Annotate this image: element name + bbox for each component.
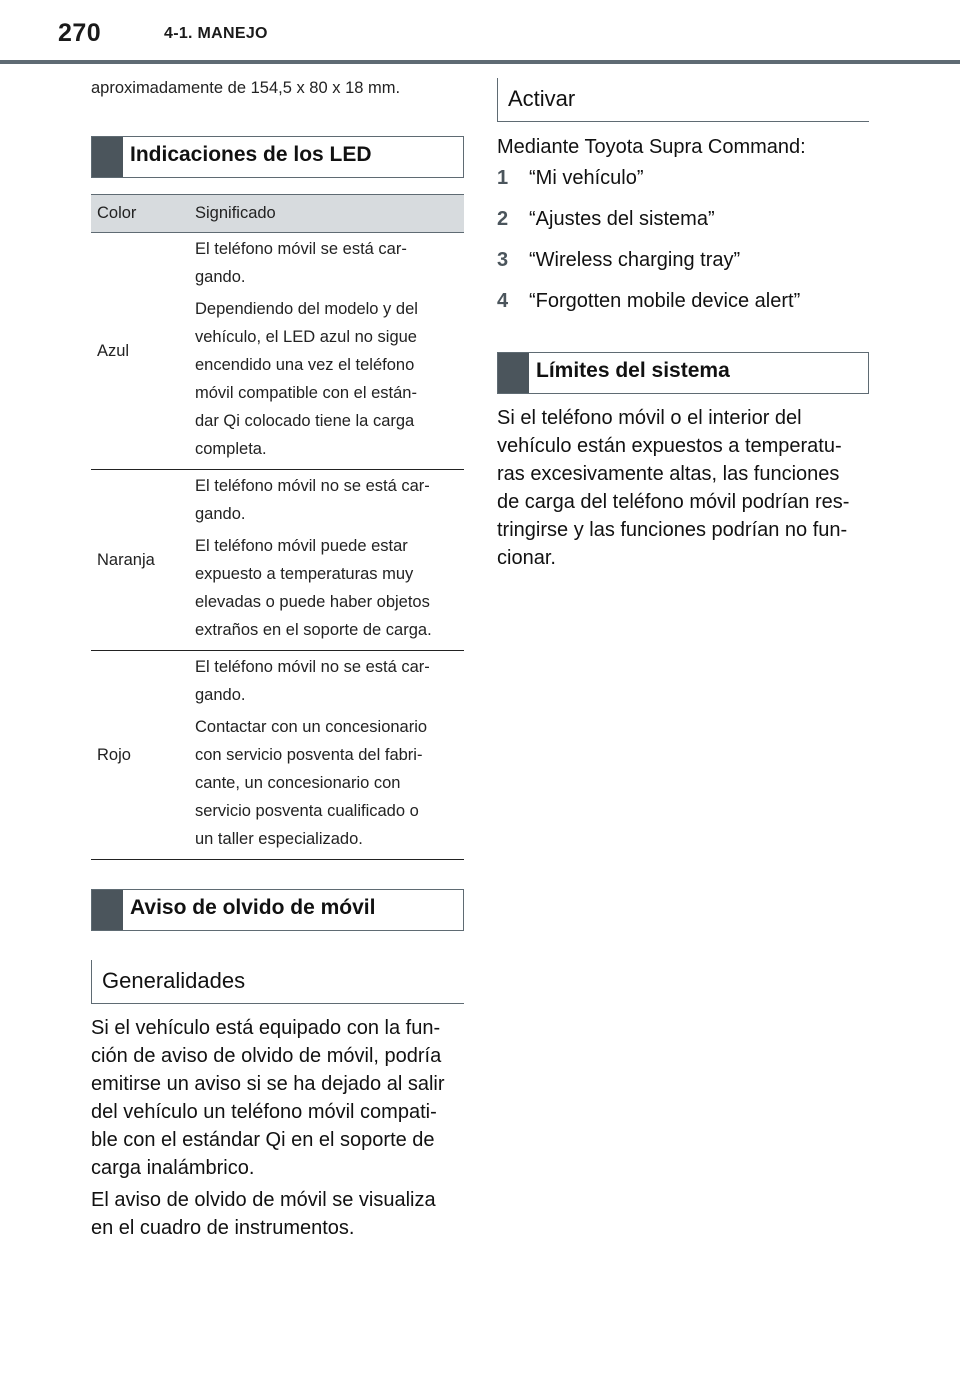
body-paragraph: Si el vehículo está equipado con la fun- ción de aviso de olvido de móvil, podría emitirse un aviso si se ha dejado al salir del vehículo un teléfono móvil compati- ble con el estándar Qi en el soporte de carga inalámbrico. bbox=[91, 1017, 445, 1179]
body-paragraph: Si el teléfono móvil o el interior del vehículo están expuestos a temperatu- ras excesivamente altas, las funciones de carga del teléfono móvil podrían res- tringirse y las funciones podrían no fun- cionar. bbox=[497, 407, 850, 569]
section-title: Aviso de olvido de móvil bbox=[130, 896, 376, 919]
meaning-line: El teléfono móvil no se está car- gando. bbox=[195, 658, 430, 704]
led-table bbox=[91, 194, 464, 860]
section-bar bbox=[498, 353, 529, 393]
color-cell: Rojo bbox=[91, 651, 189, 860]
step-text: “Ajustes del sistema” bbox=[529, 208, 715, 230]
page-number: 270 bbox=[58, 19, 102, 47]
step-item bbox=[497, 167, 643, 190]
meaning-line: Dependiendo del modelo y del vehículo, el LED azul no sigue encendido una vez el teléfono móvil compatible con el están- dar Qi colocado tiene la carga completa. bbox=[195, 300, 418, 458]
subheading-title: Activar bbox=[508, 86, 576, 111]
subheading-activate bbox=[497, 78, 869, 122]
column-header-meaning: Significado bbox=[189, 195, 464, 233]
meaning-cell bbox=[189, 233, 464, 470]
section-heading-limits bbox=[497, 352, 869, 394]
table-header-row bbox=[91, 195, 464, 233]
section-bar bbox=[92, 137, 123, 177]
step-number: 3 bbox=[497, 249, 509, 271]
section-bar bbox=[92, 890, 123, 930]
body-paragraph: El aviso de olvido de móvil se visualiza en el cuadro de instrumentos. bbox=[91, 1189, 436, 1239]
subheading-general bbox=[91, 960, 464, 1004]
step-text: “Wireless charging tray” bbox=[529, 249, 741, 271]
table-row bbox=[91, 651, 464, 860]
meaning-line: Contactar con un concesionario con servicio posventa del fabri- cante, un concesionario con servicio posventa cualificado o un taller especializado. bbox=[195, 718, 428, 848]
column-header-color: Color bbox=[91, 195, 189, 233]
meaning-line: El teléfono móvil puede estar expuesto a temperaturas muy elevadas o puede haber objetos extraños en el soporte de carga. bbox=[195, 537, 432, 639]
meaning-cell bbox=[189, 470, 464, 651]
table-row bbox=[91, 470, 464, 651]
section-heading-led bbox=[91, 136, 464, 178]
step-text: “Forgotten mobile device alert” bbox=[529, 290, 801, 312]
step-text: “Mi vehículo” bbox=[529, 167, 644, 189]
chapter-title: 4-1. MANEJO bbox=[164, 25, 268, 42]
page-header bbox=[0, 0, 960, 64]
meaning-line: El teléfono móvil se está car- gando. bbox=[195, 240, 407, 286]
intro-text: aproximadamente de 154,5 x 80 x 18 mm. bbox=[91, 79, 401, 97]
color-cell: Azul bbox=[91, 233, 189, 470]
color-cell: Naranja bbox=[91, 470, 189, 651]
step-number: 1 bbox=[497, 167, 509, 189]
step-item bbox=[497, 249, 740, 272]
table-row bbox=[91, 233, 464, 470]
header-rule bbox=[0, 60, 960, 64]
subheading-title: Generalidades bbox=[102, 968, 246, 993]
section-heading-forgotten bbox=[91, 889, 464, 931]
activate-intro: Mediante Toyota Supra Command: bbox=[497, 136, 806, 158]
step-number: 4 bbox=[497, 290, 509, 312]
section-title: Límites del sistema bbox=[536, 359, 730, 382]
step-item bbox=[497, 208, 715, 231]
meaning-cell bbox=[189, 651, 464, 860]
section-title: Indicaciones de los LED bbox=[130, 143, 372, 166]
step-number: 2 bbox=[497, 208, 509, 230]
meaning-line: El teléfono móvil no se está car- gando. bbox=[195, 477, 430, 523]
step-item bbox=[497, 290, 800, 313]
